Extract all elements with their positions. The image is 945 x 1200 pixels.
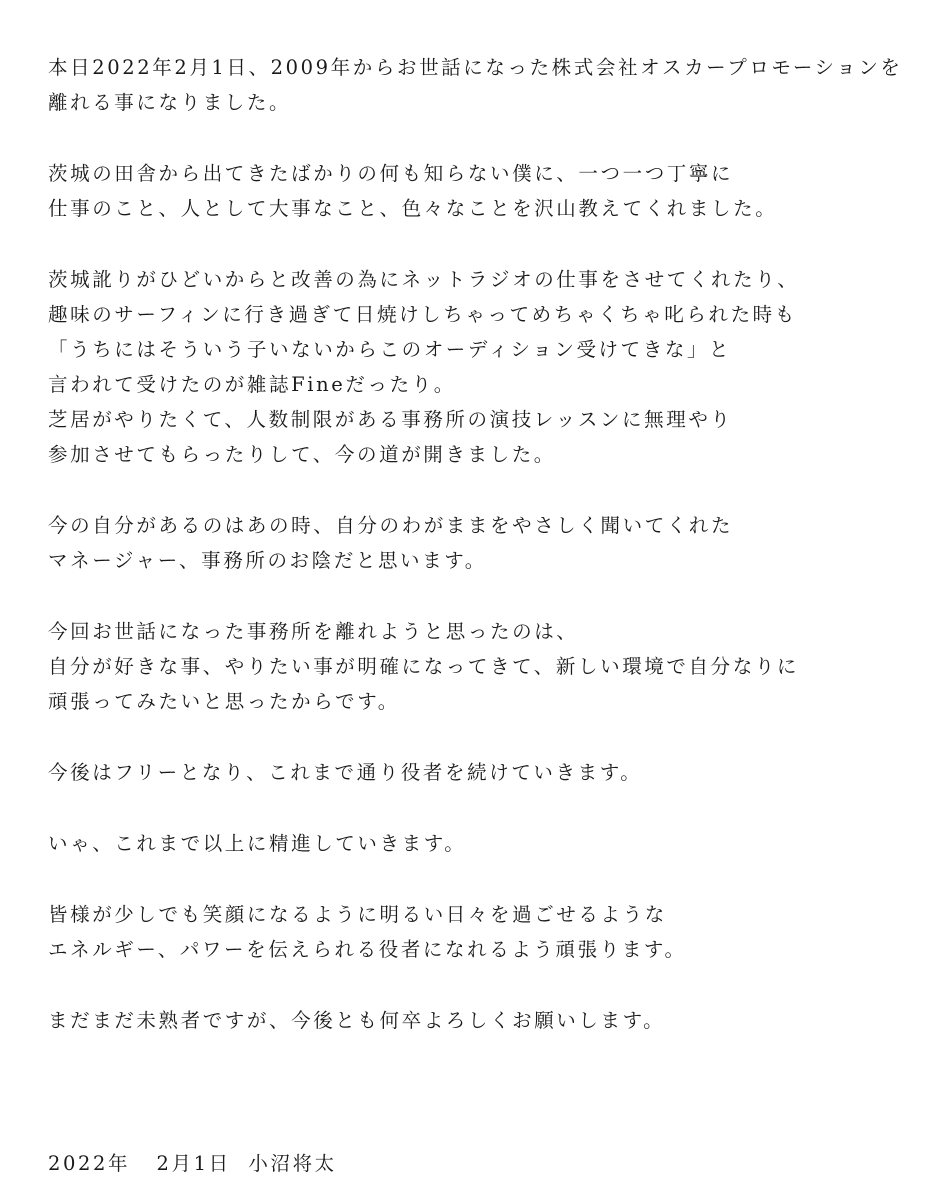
text-line: 参加させてもらったりして、今の道が開きました。 <box>48 443 556 466</box>
text-line: 言われて受けたのが雑誌Fineだったり。 <box>48 373 456 396</box>
text-line: 本日2022年2月1日、2009年からお世話になった株式会社オスカープロモーションを <box>48 56 903 79</box>
text-line: 茨城の田舎から出てきたばかりの何も知らない僕に、一つ一つ丁寧に <box>48 162 734 185</box>
text-line: 皆様が少しでも笑顔になるように明るい日々を過ごせるような <box>48 903 667 926</box>
paragraph-reason <box>48 614 928 719</box>
signature-name: 小沼将太 <box>248 1152 337 1175</box>
text-line: 仕事のこと、人として大事なこと、色々なことを沢山教えてくれました。 <box>48 197 778 220</box>
text-line: 「うちにはそういう子いないからこのオーディション受けてきな」と <box>48 338 732 361</box>
text-line: 趣味のサーフィンに行き過ぎて日焼けしちゃってめちゃくちゃ叱られた時も <box>48 303 797 326</box>
text-line: 自分が好きな事、やりたい事が明確になってきて、新しい環境で自分なりに <box>48 655 800 678</box>
paragraph-future <box>48 755 928 790</box>
text-line: 今後はフリーとなり、これまで通り役者を続けていきます。 <box>48 761 643 784</box>
paragraph-wishes <box>48 897 928 967</box>
paragraph-gratitude <box>48 156 928 226</box>
paragraph-announcement <box>48 50 928 120</box>
text-line: 頑張ってみたいと思ったからです。 <box>48 690 400 713</box>
text-line: 芝居がやりたくて、人数制限がある事務所の演技レッスンに無理やり <box>48 408 733 431</box>
letter-body <box>48 50 928 1074</box>
text-line: まだまだ未熟者ですが、今後とも何卒よろしくお願いします。 <box>48 1009 666 1032</box>
paragraph-resolve <box>48 826 928 861</box>
text-line: いゃ、これまで以上に精進していきます。 <box>48 832 467 855</box>
text-line: 茨城訛りがひどいからと改善の為にネットラジオの仕事をさせてくれたり、 <box>48 268 800 291</box>
signature-line <box>48 1146 337 1181</box>
signature-year: 2022年 <box>48 1152 131 1175</box>
paragraph-memories <box>48 262 928 472</box>
signature-date: 2月1日 <box>156 1152 231 1175</box>
paragraph-closing <box>48 1003 928 1038</box>
text-line: 離れる事になりました。 <box>48 91 292 114</box>
paragraph-thanks <box>48 508 928 578</box>
text-line: マネージャー、事務所のお陰だと思います。 <box>48 549 487 572</box>
text-line: 今回お世話になった事務所を離れようと思ったのは、 <box>48 620 579 643</box>
text-line: エネルギー、パワーを伝えられる役者になれるよう頑張ります。 <box>48 938 687 961</box>
text-line: 今の自分があるのはあの時、自分のわがままをやさしく聞いてくれた <box>48 514 734 537</box>
